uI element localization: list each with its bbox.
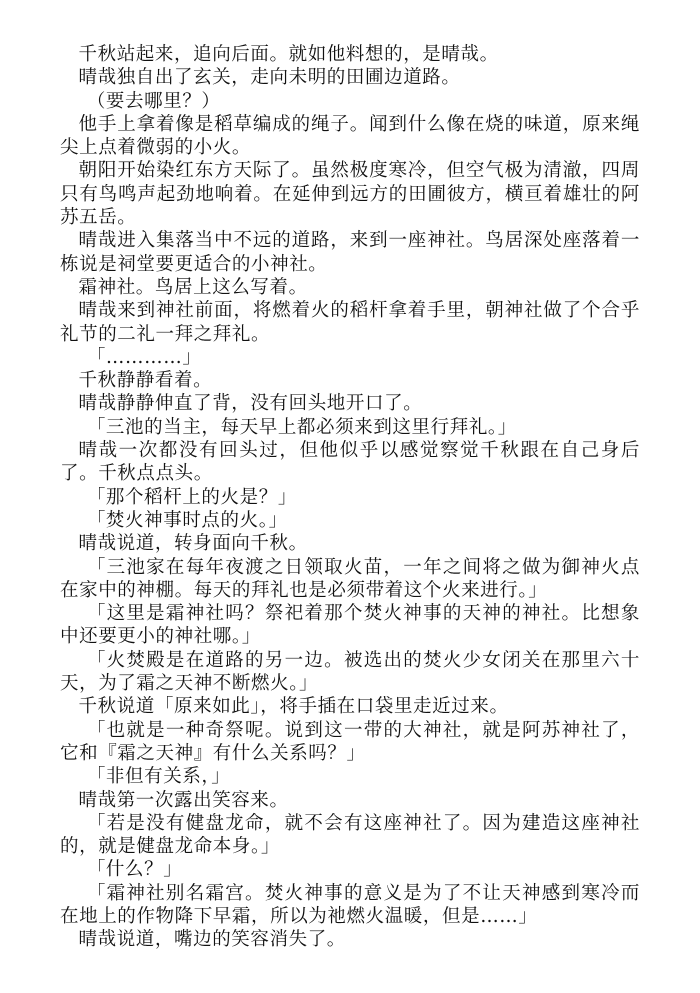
paragraph: 晴哉静静伸直了背，没有回头地开口了。	[78, 393, 423, 415]
paragraph: 霜神社。鸟居上这么写着。	[78, 276, 308, 298]
paragraph: 晴哉一次都没有回头过，但他似乎以感觉察觉千秋跟在自己身后了。千秋点点头。	[60, 440, 640, 485]
paragraph: 晴哉进入集落当中不远的道路，来到一座神社。鸟居深处座落着一栋说是祠堂要更适合的小神社。	[60, 230, 640, 275]
dialogue-line: 「火焚殿是在道路的另一边。被选出的焚火少女闭关在那里六十天，为了霜之天神不断燃火。」	[60, 649, 640, 695]
dialogue-line: 「这里是霜神社吗？祭祀着那个焚火神事的天神的神社。比想象中还要更小的神社哪。」	[60, 603, 640, 648]
paragraph: 他手上拿着像是稻草编成的绳子。闻到什么像在烧的味道，原来绳尖上点着微弱的小火。	[60, 113, 640, 159]
dialogue-line: 「三池的当主，每天早上都必须来到这里行拜礼。」	[86, 416, 517, 438]
dialogue-line: 「霜神社别名霜宫。焚火神事的意义是为了不让天神感到寒冷而在地上的作物降下早霜，所以为祂燃火温暖，但是……」	[60, 882, 640, 927]
paragraph: 千秋站起来，追向后面。就如他料想的，是晴哉。	[78, 44, 499, 65]
book-page	[60, 43, 640, 952]
dialogue-line: （要去哪里？）	[86, 90, 221, 112]
dialogue-line: 「三池家在每年夜渡之日领取火苗，一年之间将之做为御神火点在家中的神棚。每天的拜礼也是必须带着这个火来进行。」	[60, 556, 640, 601]
dialogue-line: 「若是没有健盘龙命，就不会有这座神社了。因为建造这座神社的，就是健盘龙命本身。」	[60, 812, 640, 858]
paragraph: 千秋说道「原来如此」，将手插在口袋里走近过来。	[78, 696, 509, 718]
dialogue-line: 「什么？」	[86, 859, 183, 881]
dialogue-line: 「焚火神事时点的火。」	[86, 509, 288, 531]
dialogue-line: 「非但有关系，」	[86, 766, 231, 788]
paragraph: 晴哉说道，转身面向千秋。	[78, 533, 308, 555]
dialogue-line: 「…………」	[86, 346, 202, 368]
paragraph: 晴哉说道，嘴边的笑容消失了。	[78, 929, 346, 951]
paragraph: 晴哉来到神社前面，将燃着火的稻杆拿着手里，朝神社做了个合乎礼节的二礼一拜之拜礼。	[60, 300, 640, 345]
paragraph: 朝阳开始染红东方天际了。虽然极度寒冷，但空气极为清澈，四周只有鸟鸣声起劲地响着。在延伸到远方的田圃彼方，横亘着雄壮的阿苏五岳。	[60, 160, 640, 229]
paragraph: 千秋静静看着。	[78, 370, 213, 392]
dialogue-line: 「也就是一种奇祭呢。说到这一带的大神社，就是阿苏神社了，它和『霜之天神』有什么关系吗？」	[60, 719, 640, 764]
paragraph: 晴哉独自出了玄关，走向未明的田圃边道路。	[78, 67, 461, 89]
paragraph: 晴哉第一次露出笑容来。	[78, 789, 289, 811]
dialogue-line: 「那个稻杆上的火是？」	[86, 486, 297, 508]
